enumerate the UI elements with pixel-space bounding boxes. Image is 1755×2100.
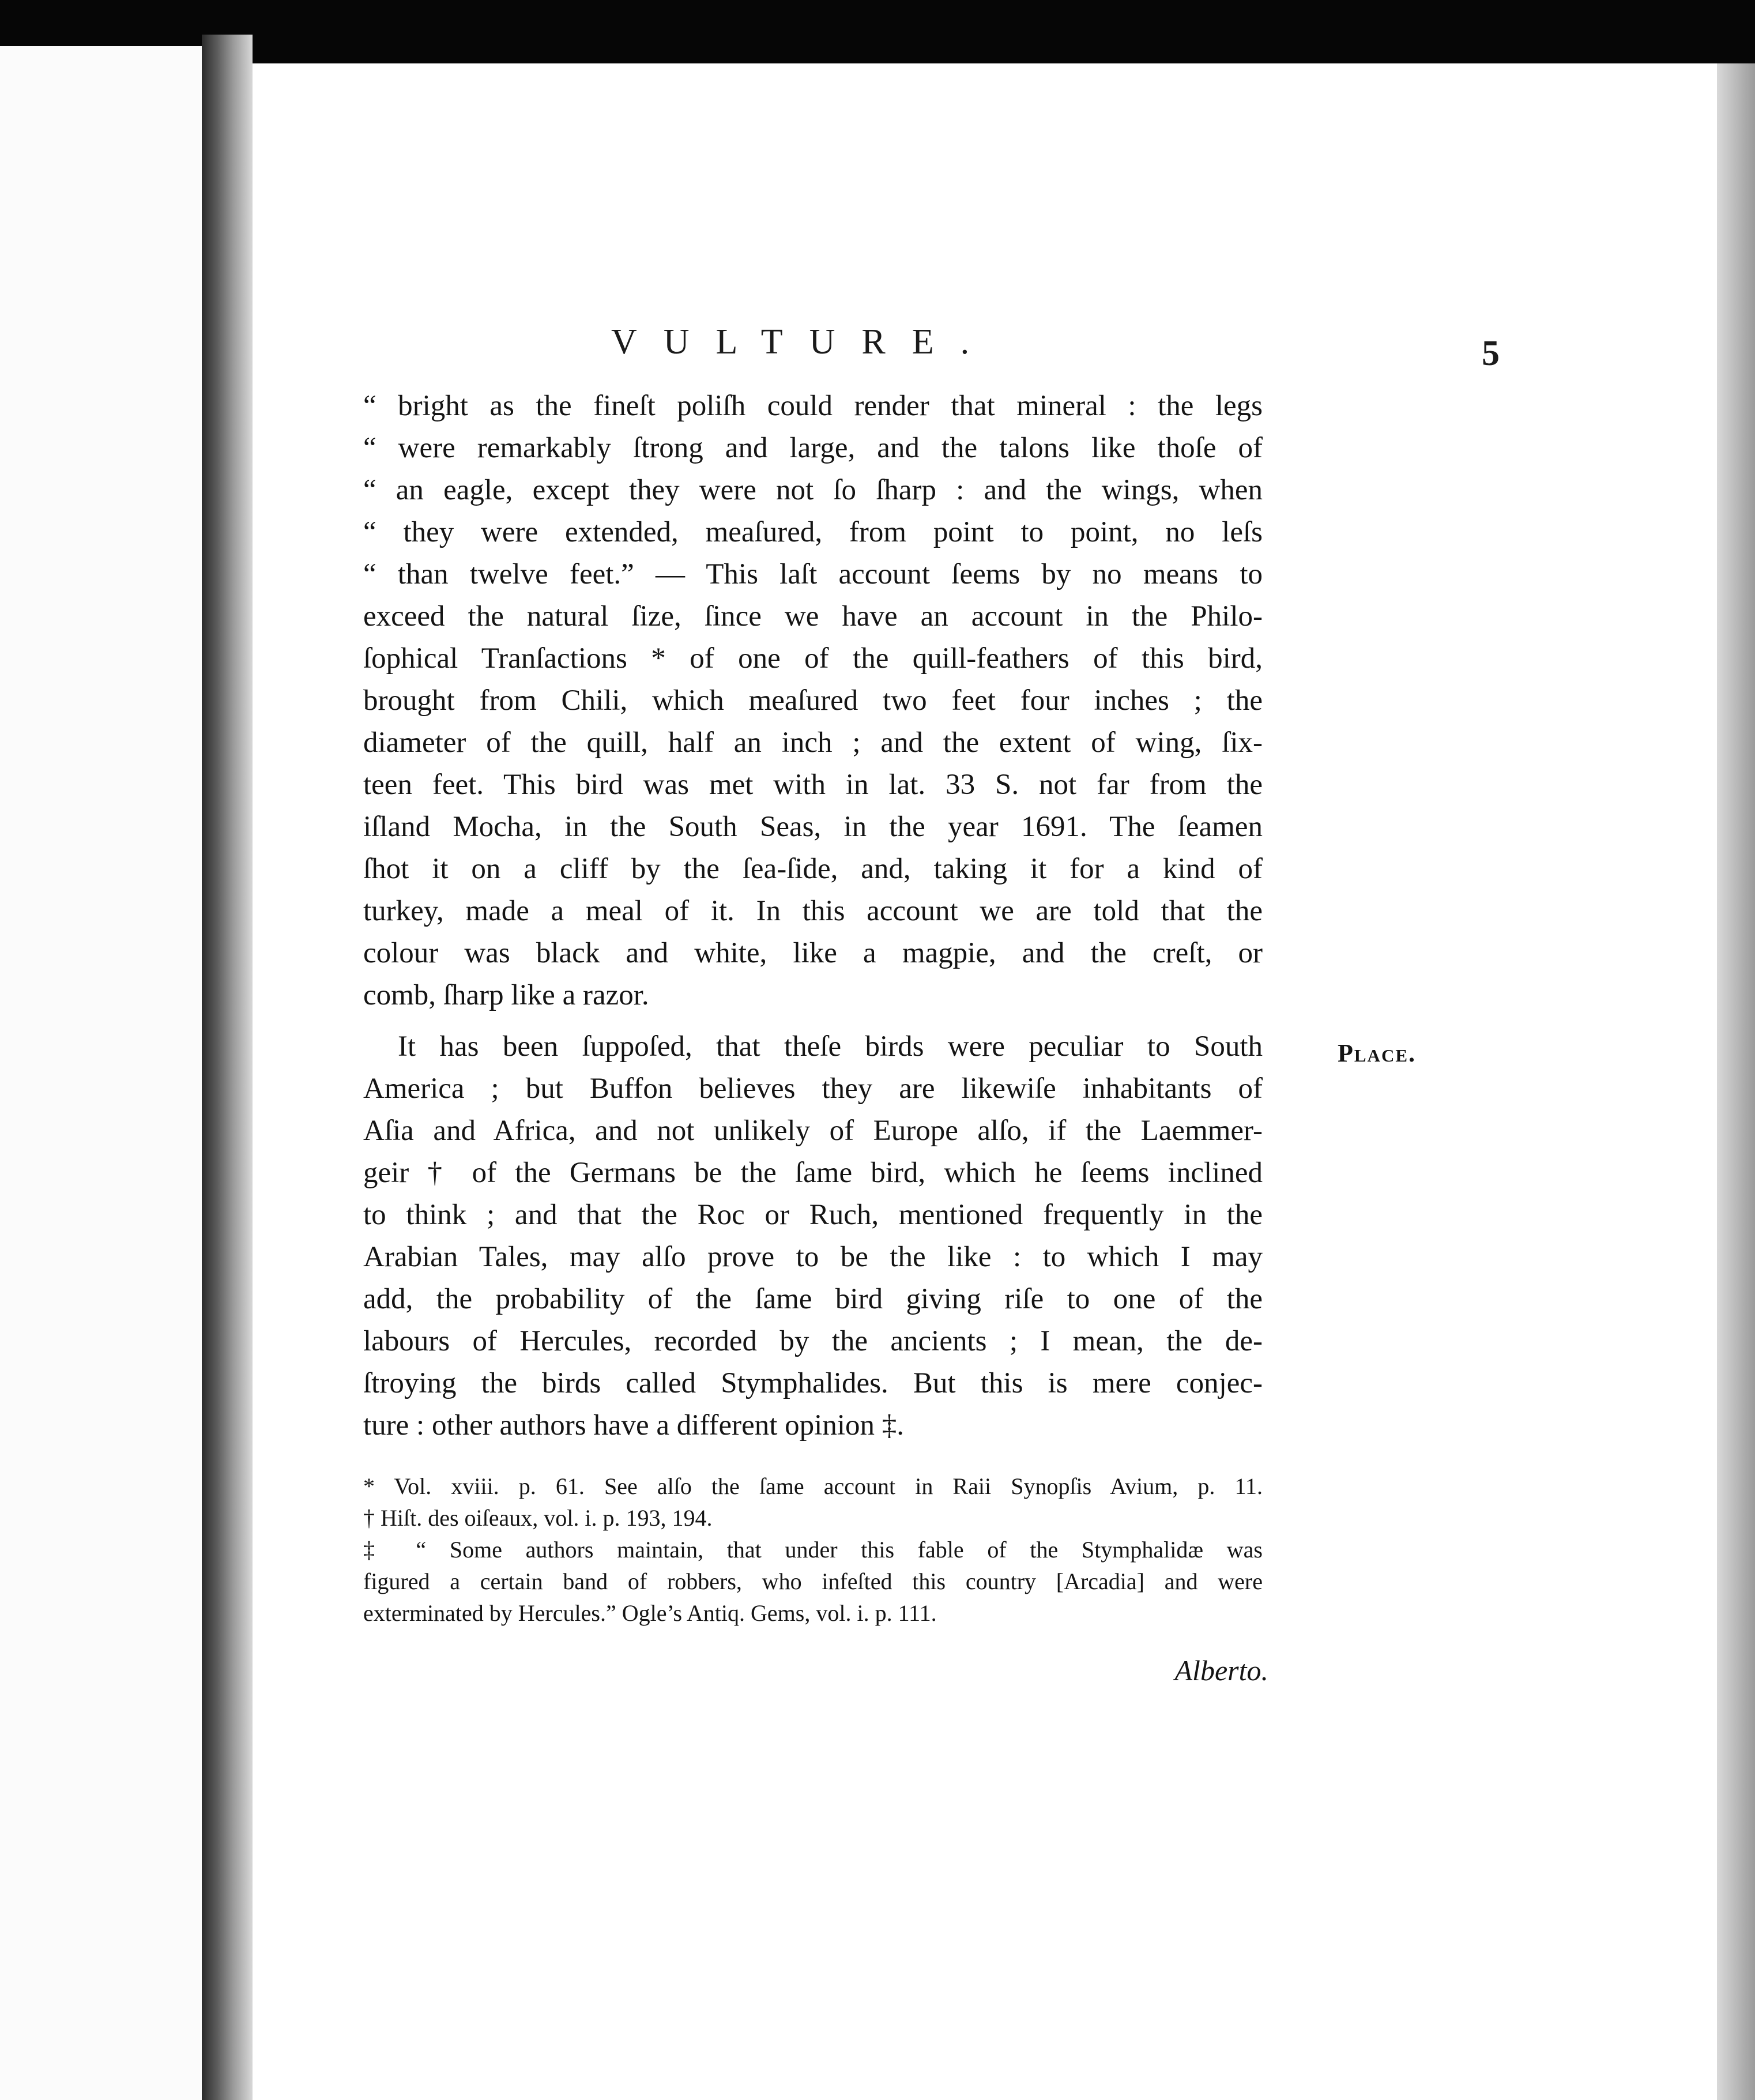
footnote-line: † Hiſt. des oiſeaux, vol. i. p. 193, 194. (363, 1505, 713, 1531)
body-line: ſtroying the birds called Stymphalides. But this is mere conjec- (363, 1367, 1263, 1399)
footnote-line: figured a certain band of robbers, who infeſted this country [Arcadia] and were (363, 1568, 1263, 1594)
body-text (363, 385, 1263, 1447)
footnote-line: * Vol. xviii. p. 61. See alſo the ſame account in Raii Synopſis Avium, p. 11. (363, 1473, 1263, 1499)
body-line: labours of Hercules, recorded by the ancients ; I mean, the de- (363, 1325, 1263, 1357)
footnote-line: ‡ “ Some authors maintain, that under this fable of the Stymphalidæ was (363, 1537, 1263, 1563)
page-right-edge (1717, 63, 1755, 2100)
body-line: “ they were extended, meaſured, from point to point, no leſs (363, 516, 1263, 548)
facing-page-edge (0, 46, 202, 2100)
catchword: Alberto. (1174, 1654, 1268, 1687)
body-line: diameter of the quill, half an inch ; and the extent of wing, ſix- (363, 727, 1263, 759)
body-line: It has been ſuppoſed, that theſe birds were peculiar to South (398, 1030, 1263, 1063)
page-number: 5 (1482, 334, 1500, 373)
body-line: “ were remarkably ſtrong and large, and the talons like thoſe of (363, 432, 1263, 464)
book-gutter-shadow (202, 35, 253, 2100)
body-line: “ than twelve feet.” — This laſt account ſeems by no means to (363, 558, 1263, 590)
body-line: brought from Chili, which meaſured two feet four inches ; the (363, 684, 1263, 717)
body-line: comb, ſharp like a razor. (363, 979, 649, 1011)
body-line: Arabian Tales, may alſo prove to be the like : to which I may (363, 1241, 1263, 1273)
body-line: Aſia and Africa, and not unlikely of Europe alſo, if the Laemmer- (363, 1115, 1263, 1147)
body-line: ſhot it on a cliff by the ſea-ſide, and, taking it for a kind of (363, 853, 1263, 885)
body-line: to think ; and that the Roc or Ruch, mentioned frequently in the (363, 1199, 1263, 1231)
body-line: turkey, made a meal of it. In this account we are told that the (363, 895, 1263, 927)
body-line: exceed the natural ſize, ſince we have an account in the Philo- (363, 600, 1263, 633)
body-line: colour was black and white, like a magpie, and the creſt, or (363, 937, 1263, 969)
body-line: geir † of the Germans be the ſame bird, which he ſeems inclined (363, 1157, 1263, 1189)
body-line: ture : other authors have a different opinion ‡. (363, 1409, 905, 1442)
footnotes (363, 1470, 1263, 1629)
body-line: “ an eagle, except they were not ſo ſharp : and the wings, when (363, 474, 1263, 506)
body-line: “ bright as the fineſt poliſh could render that mineral : the legs (363, 390, 1263, 422)
body-line: teen feet. This bird was met with in lat. 33 S. not far from the (363, 769, 1263, 801)
body-line: iſland Mocha, in the South Seas, in the year 1691. The ſeamen (363, 811, 1263, 843)
paragraph-gap (363, 1017, 1263, 1026)
body-line: add, the probability of the ſame bird giving riſe to one of the (363, 1283, 1263, 1315)
marginal-note: Place. (1338, 1039, 1417, 1067)
body-line: America ; but Buffon believes they are likewiſe inhabitants of (363, 1072, 1263, 1105)
body-line: ſophical Tranſactions * of one of the quill-feathers of this bird, (363, 642, 1263, 675)
running-head: VULTURE. (611, 322, 996, 362)
footnote-line: exterminated by Hercules.” Ogle’s Antiq. Gems, vol. i. p. 111. (363, 1600, 937, 1626)
